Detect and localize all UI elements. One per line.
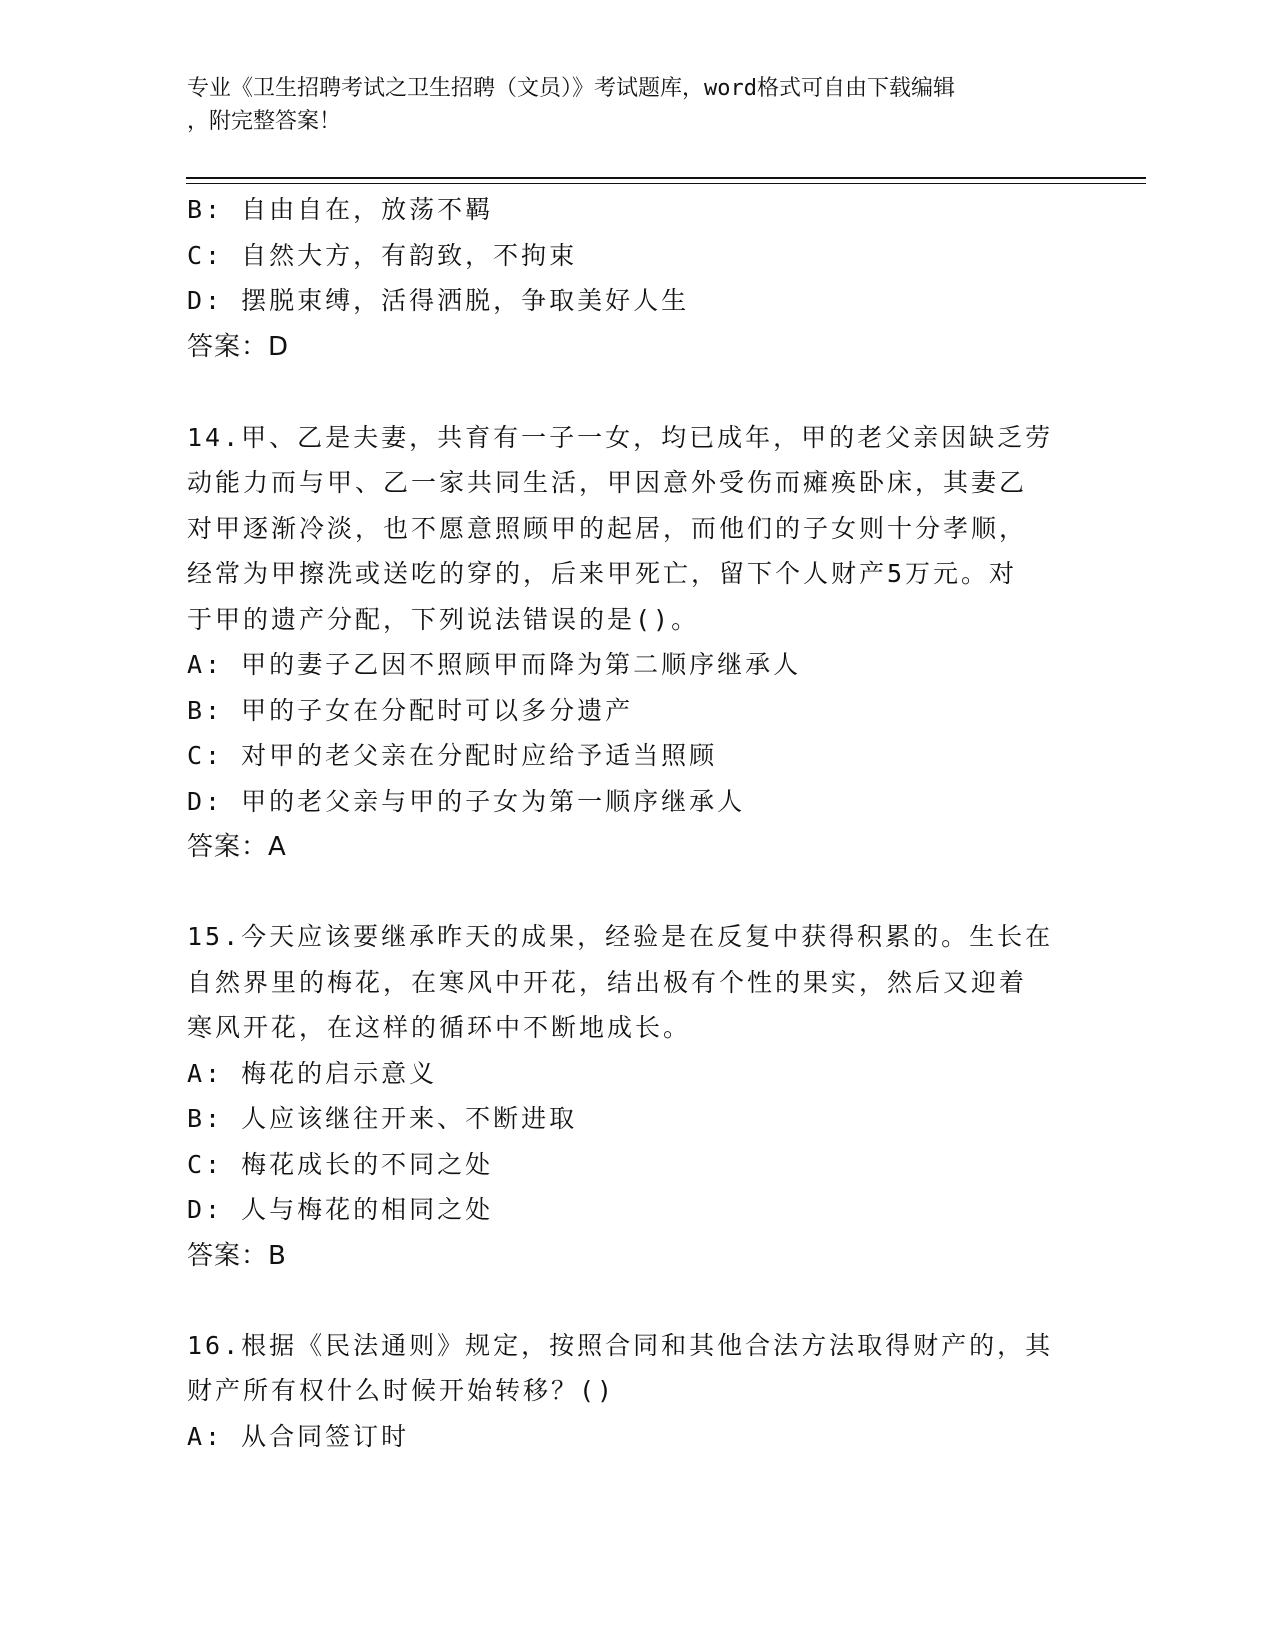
option-b: B: 人应该继往开来、不断进取 (187, 1104, 578, 1133)
answer-line: 答案：B (187, 1240, 287, 1271)
question-text: 经常为甲擦洗或送吃的穿的，后来甲死亡，留下个人财产5万元。对 (187, 559, 1018, 588)
question-14 (187, 415, 1067, 871)
question-text: 寒风开花，在这样的循环中不断地成长。 (187, 1013, 692, 1042)
document-header (187, 72, 1067, 138)
option-c: C: 梅花成长的不同之处 (187, 1149, 494, 1179)
question-text: 动能力而与甲、乙一家共同生活，甲因意外受伤而瘫痪卧床，其妻乙 (187, 468, 1028, 497)
option-b: B: 甲的子女在分配时可以多分遗产 (187, 695, 634, 725)
question-16 (187, 1323, 1067, 1460)
answer-line: 答案：A (187, 832, 287, 862)
header-line: ，附完整答案！ (187, 109, 342, 134)
header-rule-thin (186, 183, 1146, 184)
option-d: D: 摆脱束缚，活得洒脱，争取美好人生 (187, 286, 690, 315)
answer-line: 答案：D (187, 331, 290, 362)
question-13-tail (187, 187, 1067, 370)
header-rule (186, 177, 1146, 179)
option-c: C: 对甲的老父亲在分配时应给予适当照顾 (187, 741, 718, 770)
question-text: 16.根据《民法通则》规定，按照合同和其他合法方法取得财产的，其 (187, 1330, 1054, 1360)
option-d: D: 甲的老父亲与甲的子女为第一顺序继承人 (187, 786, 746, 816)
header-line: 专业《卫生招聘考试之卫生招聘（文员）》考试题库，word格式可自由下载编辑 (187, 76, 955, 101)
question-15 (187, 914, 1067, 1279)
option-a: A: 甲的妻子乙因不照顾甲而降为第二顺序继承人 (187, 650, 802, 679)
question-text: 于甲的遗产分配，下列说法错误的是()。 (187, 604, 700, 634)
option-a: A: 从合同签订时 (187, 1421, 410, 1451)
question-text: 财产所有权什么时候开始转移？() (187, 1376, 616, 1405)
option-b: B: 自由自在，放荡不羁 (187, 195, 494, 224)
option-d: D: 人与梅花的相同之处 (187, 1195, 494, 1224)
question-text: 自然界里的梅花，在寒风中开花，结出极有个性的果实，然后又迎着 (187, 967, 1028, 997)
question-text: 14.甲、乙是夫妻，共育有一子一女，均已成年，甲的老父亲因缺乏劳 (187, 422, 1054, 452)
question-text: 15.今天应该要继承昨天的成果，经验是在反复中获得积累的。生长在 (187, 922, 1054, 951)
question-text: 对甲逐渐冷淡，也不愿意照顾甲的起居，而他们的子女则十分孝顺， (187, 513, 1028, 543)
question-list (187, 187, 1067, 1459)
option-a: A: 梅花的启示意义 (187, 1058, 438, 1088)
option-c: C: 自然大方，有韵致，不拘束 (187, 240, 578, 270)
